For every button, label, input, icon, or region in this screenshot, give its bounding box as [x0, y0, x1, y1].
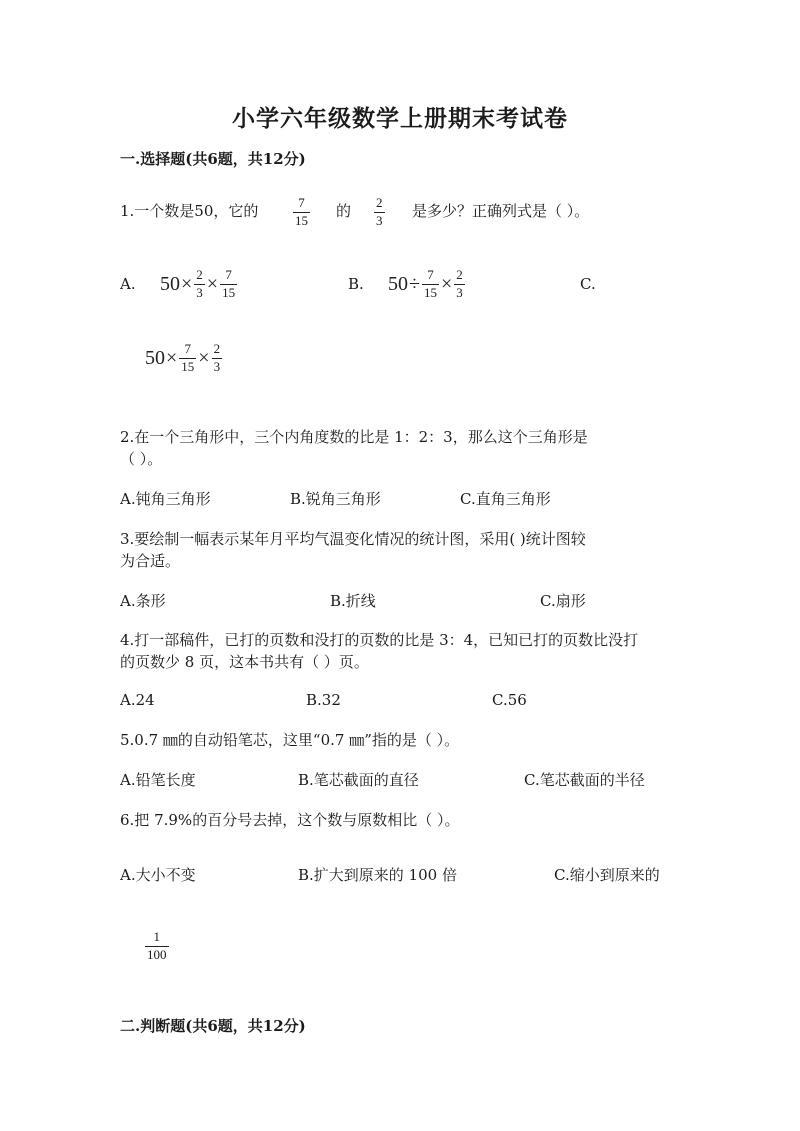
question-6-option-b[interactable]: B.扩大到原来的 100 倍: [298, 866, 457, 884]
section-heading-choice: 一.选择题(共6题，共12分): [120, 150, 306, 168]
question-2-option-a[interactable]: A.钝角三角形: [120, 490, 211, 508]
fraction-denominator: 3: [196, 285, 203, 300]
expr-fraction: [179, 342, 196, 374]
question-4-option-a[interactable]: A.24: [120, 691, 155, 709]
option-a-expression[interactable]: [160, 268, 238, 300]
question-5-option-b[interactable]: B.笔芯截面的直径: [298, 771, 419, 789]
fraction-denominator: 3: [456, 285, 463, 300]
expr-fraction: [454, 268, 465, 300]
option-b-expression[interactable]: [388, 268, 466, 300]
times-sign: ×: [181, 272, 193, 295]
expr-fraction: [194, 268, 205, 300]
page-title: 小学六年级数学上册期末考试卷: [232, 105, 568, 132]
question-2-line-1: 2.在一个三角形中，三个内角度数的比是 1：2：3，那么这个三角形是: [120, 428, 588, 446]
fraction-numerator: 7: [184, 341, 192, 356]
option-a-label[interactable]: A.: [120, 275, 136, 293]
option-c-label[interactable]: C.: [580, 275, 596, 293]
question-1-mid: 的: [336, 202, 352, 220]
question-3-option-a[interactable]: A.条形: [120, 592, 166, 610]
times-sign: ×: [198, 346, 210, 369]
question-6-option-a[interactable]: A.大小不变: [120, 866, 196, 884]
expr-fraction: [422, 268, 439, 300]
question-4-line-1: 4.打一部稿件，已打的页数和没打的页数的比是 3：4，已知已打的页数比没打: [120, 631, 639, 649]
question-2-option-c[interactable]: C.直角三角形: [460, 490, 551, 508]
question-3-option-c[interactable]: C.扇形: [540, 592, 586, 610]
fraction-numerator: 7: [298, 195, 305, 210]
divide-sign: ÷: [409, 272, 420, 295]
fraction-denominator: 15: [222, 285, 236, 300]
fraction-denominator: 100: [147, 947, 167, 962]
times-sign: ×: [206, 272, 219, 295]
section-heading-judgement: 二.判断题(共6题，共12分): [120, 1017, 306, 1035]
question-2-line-2: （ ）。: [120, 450, 163, 468]
option-b-label[interactable]: B.: [348, 275, 364, 293]
times-sign: ×: [166, 346, 178, 369]
fraction-numerator: 2: [196, 267, 203, 282]
question-4-line-2: 的页数少 8 页，这本书共有（ ）页。: [120, 653, 369, 671]
question-3-line-2: 为合适。: [120, 552, 181, 570]
question-5-option-c[interactable]: C.笔芯截面的半径: [524, 771, 645, 789]
fraction-denominator: 15: [181, 359, 195, 374]
question-6-option-c[interactable]: C.缩小到原来的: [554, 866, 660, 884]
expr-number: 50: [160, 272, 180, 295]
fraction-denominator: 3: [213, 359, 221, 374]
times-sign: ×: [440, 272, 453, 295]
question-1-suffix: 是多少？正确列式是（ ）。: [412, 202, 590, 220]
expr-fraction: [220, 268, 237, 300]
question-1-fraction-2-3: [374, 196, 385, 228]
question-5-line-1: 5.0.7 ㎜的自动铅笔芯，这里“0.7 ㎜”指的是（ ）。: [120, 731, 460, 749]
fraction-numerator: 2: [213, 341, 221, 356]
question-4-option-c[interactable]: C.56: [492, 691, 527, 709]
question-5-option-a[interactable]: A.铅笔长度: [120, 771, 196, 789]
fraction-numerator: 7: [427, 267, 434, 282]
option-c-expression[interactable]: [145, 342, 223, 374]
question-1-prefix: 1.一个数是50，它的: [120, 202, 259, 220]
expr-number: 50: [388, 272, 408, 295]
question-1-fraction-7-15: [293, 196, 310, 228]
fraction-denominator: 3: [376, 213, 383, 228]
fraction-denominator: 15: [423, 285, 437, 300]
question-3-line-1: 3.要绘制一幅表示某年月平均气温变化情况的统计图，采用( )统计图较: [120, 530, 586, 548]
fraction-numerator: 1: [153, 929, 160, 944]
question-2-option-b[interactable]: B.锐角三角形: [290, 490, 381, 508]
fraction-numerator: 7: [225, 267, 232, 282]
fraction-denominator: 15: [295, 213, 308, 228]
question-6-option-c-fraction[interactable]: [145, 930, 169, 962]
question-3-option-b[interactable]: B.折线: [330, 592, 376, 610]
question-6-line-1: 6.把 7.9%的百分号去掉，这个数与原数相比（ ）。: [120, 811, 460, 829]
fraction-numerator: 2: [456, 267, 463, 282]
fraction-numerator: 2: [376, 195, 383, 210]
expr-number: 50: [145, 346, 165, 369]
question-4-option-b[interactable]: B.32: [306, 691, 341, 709]
expr-fraction: [212, 342, 223, 374]
